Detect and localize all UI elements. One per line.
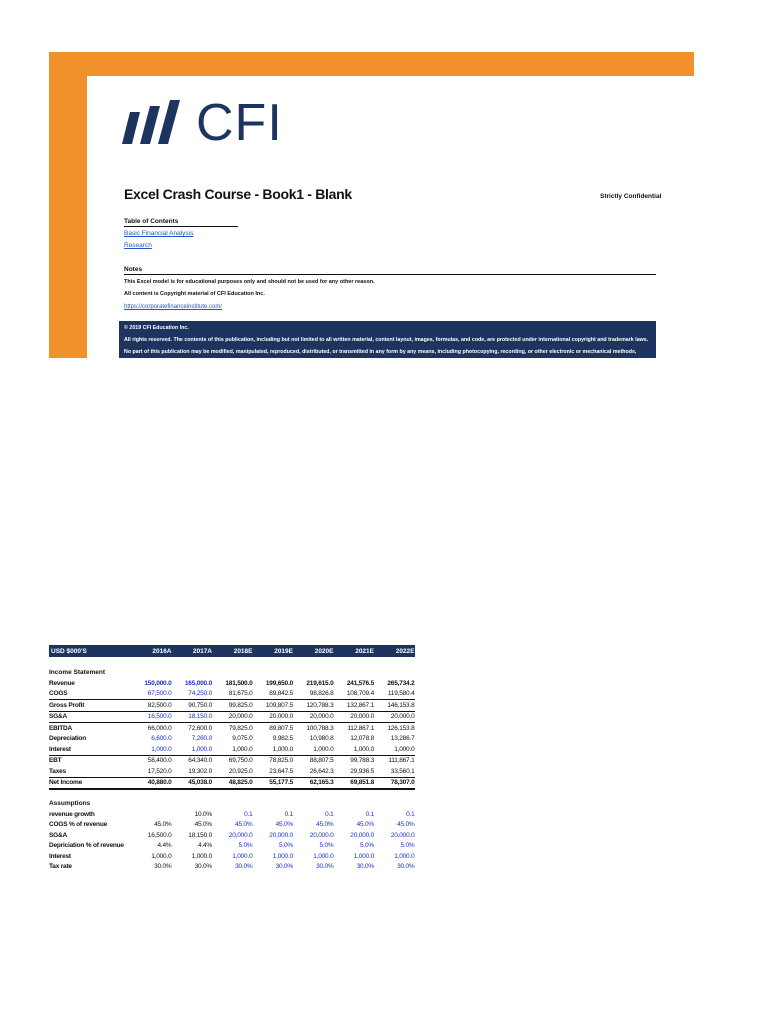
- table-cell[interactable]: 20,000.0: [309, 713, 334, 721]
- row-label: EBITDA: [49, 724, 72, 732]
- table-cell[interactable]: 5.0%: [278, 842, 293, 850]
- table-cell[interactable]: 45.0%: [397, 821, 415, 829]
- copyright-line: © 2019 CFI Education Inc.: [124, 325, 189, 331]
- table-cell[interactable]: 62,165.3: [309, 779, 334, 787]
- note-line: This Excel model is for educational purposes only and should not be used for any other reason.: [124, 279, 375, 285]
- row-label: COGS: [49, 690, 68, 698]
- year-header: 2018E: [233, 647, 253, 655]
- table-cell[interactable]: 45.0%: [316, 821, 334, 829]
- financial-table-header: [49, 645, 415, 657]
- table-cell[interactable]: 69,750.0: [228, 757, 253, 765]
- table-cell[interactable]: 1,000.0: [313, 745, 334, 753]
- table-row: [49, 862, 415, 873]
- table-cell[interactable]: 199,650.0: [265, 679, 293, 687]
- row-label: Depreciation: [49, 735, 86, 743]
- table-row: [49, 777, 415, 791]
- table-cell[interactable]: 20,000.0: [390, 831, 415, 839]
- row-label: Revenue: [49, 679, 75, 687]
- side-accent-bar: [49, 76, 87, 358]
- table-row: [49, 851, 415, 862]
- table-cell[interactable]: 126,153.8: [387, 724, 415, 732]
- copyright-box: [119, 321, 656, 358]
- table-cell[interactable]: 78,307.0: [390, 779, 415, 787]
- row-label: COGS % of revenue: [49, 821, 108, 829]
- table-row: [49, 841, 415, 852]
- table-row: [49, 734, 415, 745]
- table-cell[interactable]: 4.4%: [157, 842, 172, 850]
- table-cell[interactable]: 100,788.3: [306, 724, 334, 732]
- table-cell[interactable]: 1,000.0: [232, 745, 253, 753]
- table-cell[interactable]: 45.0%: [275, 821, 293, 829]
- table-row: [49, 689, 415, 700]
- table-cell[interactable]: 219,615.0: [306, 679, 334, 687]
- table-cell[interactable]: 89,842.5: [269, 690, 293, 698]
- table-cell[interactable]: 1,000.0: [272, 852, 293, 860]
- table-cell[interactable]: 30.0%: [275, 863, 293, 871]
- row-label: SG&A: [49, 831, 67, 839]
- table-row: [49, 678, 415, 689]
- table-cell[interactable]: 79,825.0: [228, 724, 253, 732]
- table-cell[interactable]: 30.0%: [397, 863, 415, 871]
- table-cell[interactable]: 1,000.0: [232, 852, 253, 860]
- table-cell[interactable]: 20,000.0: [350, 831, 374, 839]
- table-cell[interactable]: 17,520.0: [147, 767, 172, 775]
- table-cell[interactable]: 5.0%: [359, 842, 374, 850]
- table-cell[interactable]: 88,807.5: [309, 757, 334, 765]
- table-cell[interactable]: 16,500.0: [147, 713, 172, 721]
- header-accent-bar: [49, 52, 694, 76]
- table-cell[interactable]: 7,260.0: [191, 735, 212, 743]
- cfi-website-link[interactable]: https://corporatefinanceinstitute.com/: [124, 304, 223, 310]
- income-statement-title: Income Statement: [49, 669, 105, 676]
- table-row: [49, 809, 415, 820]
- table-row: [49, 711, 415, 723]
- table-cell[interactable]: 45.0%: [356, 821, 374, 829]
- table-cell[interactable]: 146,153.8: [387, 701, 415, 709]
- table-row: [49, 744, 415, 755]
- table-cell[interactable]: 30.0%: [154, 863, 172, 871]
- table-cell[interactable]: 1,000.0: [191, 745, 212, 753]
- table-cell[interactable]: 45.0%: [235, 821, 253, 829]
- table-cell[interactable]: 12,078.8: [350, 735, 374, 743]
- cfi-logo-icon: [120, 100, 186, 146]
- table-cell[interactable]: 10,980.8: [309, 735, 334, 743]
- row-label: Tax rate: [49, 863, 72, 871]
- table-cell[interactable]: 66,000.0: [147, 724, 172, 732]
- table-cell[interactable]: 20,000.0: [350, 713, 374, 721]
- table-cell[interactable]: 98,826.8: [309, 690, 334, 698]
- table-cell[interactable]: 120,788.3: [306, 701, 334, 709]
- table-cell[interactable]: 30.0%: [356, 863, 374, 871]
- table-cell[interactable]: 1,000.0: [353, 852, 374, 860]
- notes-heading: Notes: [124, 266, 656, 275]
- table-cell[interactable]: 20,000.0: [269, 713, 293, 721]
- table-cell[interactable]: 13,286.7: [390, 735, 415, 743]
- table-cell[interactable]: 5.0%: [400, 842, 415, 850]
- table-cell[interactable]: 30.0%: [316, 863, 334, 871]
- table-cell[interactable]: 0.1: [365, 810, 374, 818]
- table-cell[interactable]: 6,600.0: [151, 735, 172, 743]
- year-header: 2021E: [355, 647, 374, 655]
- table-cell[interactable]: 1,000.0: [272, 745, 293, 753]
- table-cell[interactable]: 1,000.0: [313, 852, 334, 860]
- table-cell[interactable]: 58,400.0: [147, 757, 172, 765]
- table-cell[interactable]: 33,560.1: [390, 767, 415, 775]
- row-label: EBT: [49, 757, 62, 765]
- table-cell[interactable]: 241,576.5: [346, 679, 374, 687]
- table-cell[interactable]: 69,851.8: [350, 779, 374, 787]
- table-row: [49, 722, 415, 734]
- table-cell[interactable]: 1,000.0: [151, 745, 172, 753]
- table-cell[interactable]: 1,000.0: [191, 852, 212, 860]
- logo-text: CFI: [196, 94, 283, 152]
- table-cell[interactable]: 265,734.2: [387, 679, 415, 687]
- table-cell[interactable]: 9,075.0: [232, 735, 253, 743]
- table-cell[interactable]: 20,000.0: [228, 831, 253, 839]
- table-cell[interactable]: 9,982.5: [272, 735, 293, 743]
- table-cell[interactable]: 99,825.0: [228, 701, 253, 709]
- table-cell[interactable]: 29,936.5: [350, 767, 374, 775]
- note-line: All content is Copyright material of CFI Education Inc.: [124, 291, 265, 297]
- table-cell[interactable]: 20,000.0: [228, 713, 253, 721]
- row-label: Interest: [49, 745, 71, 753]
- table-cell[interactable]: 4.4%: [197, 842, 212, 850]
- page-title: Excel Crash Course - Book1 - Blank: [124, 186, 352, 202]
- year-header: 2022E: [395, 647, 415, 655]
- row-label: Taxes: [49, 767, 66, 775]
- table-cell[interactable]: 45.0%: [194, 821, 212, 829]
- table-cell[interactable]: 89,807.5: [269, 724, 293, 732]
- table-cell[interactable]: 45,038.0: [188, 779, 212, 787]
- confidential-label: Strictly Confidential: [600, 193, 662, 200]
- table-cell[interactable]: 99,788.3: [350, 757, 374, 765]
- table-cell[interactable]: 18,150.0: [188, 831, 212, 839]
- table-cell[interactable]: 55,177.5: [269, 779, 293, 787]
- table-cell[interactable]: 5.0%: [319, 842, 334, 850]
- table-cell[interactable]: 19,302.0: [188, 767, 212, 775]
- copyright-line: All rights reserved. The contents of this publication, including but not limited to all written material, content layout, images, formulas, and code, are protected under international copyright and trademark laws.: [124, 337, 649, 343]
- copyright-line: No part of this publication may be modified, manipulated, reproduced, distributed, or transmitted in any form by any means, including photocopying, recording, or other electronic or mechanical methods,: [124, 349, 637, 355]
- table-row: [49, 820, 415, 831]
- income-statement-rows: [49, 678, 415, 790]
- table-row: [49, 699, 415, 711]
- table-cell[interactable]: 45.0%: [154, 821, 172, 829]
- toc-link-research[interactable]: Research: [124, 242, 152, 249]
- table-cell[interactable]: 16,500.0: [147, 831, 172, 839]
- table-cell[interactable]: 112,867.1: [347, 724, 374, 732]
- table-cell[interactable]: 111,867.1: [388, 757, 415, 765]
- table-cell[interactable]: 72,600.0: [188, 724, 212, 732]
- cfi-logo: [120, 94, 283, 152]
- table-cell[interactable]: 78,825.0: [269, 757, 293, 765]
- table-cell[interactable]: 20,000.0: [269, 831, 293, 839]
- financial-table: [49, 645, 415, 872]
- table-cell[interactable]: 18,150.0: [188, 713, 212, 721]
- table-cell[interactable]: 0.1: [244, 810, 253, 818]
- assumption-rows: [49, 809, 415, 872]
- table-cell[interactable]: 90,750.0: [188, 701, 212, 709]
- assumptions-title: Assumptions: [49, 800, 91, 807]
- table-cell[interactable]: 1,000.0: [394, 852, 415, 860]
- table-cell[interactable]: 64,340.0: [188, 757, 212, 765]
- table-cell[interactable]: 23,647.5: [269, 767, 293, 775]
- table-cell[interactable]: 165,000.0: [184, 679, 212, 687]
- table-cell[interactable]: 82,500.0: [147, 701, 172, 709]
- year-header: 2020E: [314, 647, 334, 655]
- table-cell[interactable]: 10.0%: [194, 810, 212, 818]
- table-cell[interactable]: 40,880.0: [147, 779, 172, 787]
- table-cell[interactable]: 30.0%: [194, 863, 212, 871]
- table-cell[interactable]: 109,807.5: [265, 701, 293, 709]
- table-cell[interactable]: 108,709.4: [346, 690, 374, 698]
- year-header: 2017A: [192, 647, 212, 655]
- table-cell[interactable]: 67,500.0: [147, 690, 172, 698]
- table-cell[interactable]: 181,500.0: [225, 679, 253, 687]
- toc-heading: Table of Contents: [124, 218, 238, 227]
- table-cell[interactable]: 74,250.0: [188, 690, 212, 698]
- table-cell[interactable]: 0.1: [325, 810, 334, 818]
- year-header: 2019E: [274, 647, 293, 655]
- table-row: [49, 830, 415, 841]
- row-label: Net Income: [49, 779, 83, 787]
- toc-link-basic-financial-analysis[interactable]: Basic Financial Analysis: [124, 230, 194, 237]
- table-cell[interactable]: 1,000.0: [394, 745, 415, 753]
- table-cell[interactable]: 0.1: [406, 810, 415, 818]
- table-cell[interactable]: 20,000.0: [390, 713, 415, 721]
- year-header: 2016A: [152, 647, 172, 655]
- table-cell[interactable]: 30.0%: [235, 863, 253, 871]
- table-row: [49, 766, 415, 777]
- table-cell[interactable]: 5.0%: [238, 842, 253, 850]
- table-cell[interactable]: 20,925.0: [228, 767, 253, 775]
- table-cell[interactable]: 0.1: [284, 810, 293, 818]
- table-cell[interactable]: 1,000.0: [151, 852, 172, 860]
- row-label: Interest: [49, 852, 71, 860]
- table-cell[interactable]: 20,000.0: [309, 831, 334, 839]
- row-label: SG&A: [49, 713, 67, 721]
- table-cell[interactable]: 1,000.0: [353, 745, 374, 753]
- table-cell[interactable]: 81,675.0: [228, 690, 253, 698]
- row-label: Gross Profit: [49, 701, 85, 709]
- table-cell[interactable]: 132,867.1: [346, 701, 374, 709]
- row-label: Depriciation % of revenue: [49, 842, 124, 850]
- table-cell[interactable]: 48,825.0: [228, 779, 253, 787]
- units-label: USD $000'S: [51, 647, 87, 655]
- table-row: [49, 755, 415, 767]
- row-label: revenue growth: [49, 810, 95, 818]
- table-cell[interactable]: 150,000.0: [144, 679, 172, 687]
- table-cell[interactable]: 119,580.4: [387, 690, 415, 698]
- table-cell[interactable]: 26,642.3: [309, 767, 334, 775]
